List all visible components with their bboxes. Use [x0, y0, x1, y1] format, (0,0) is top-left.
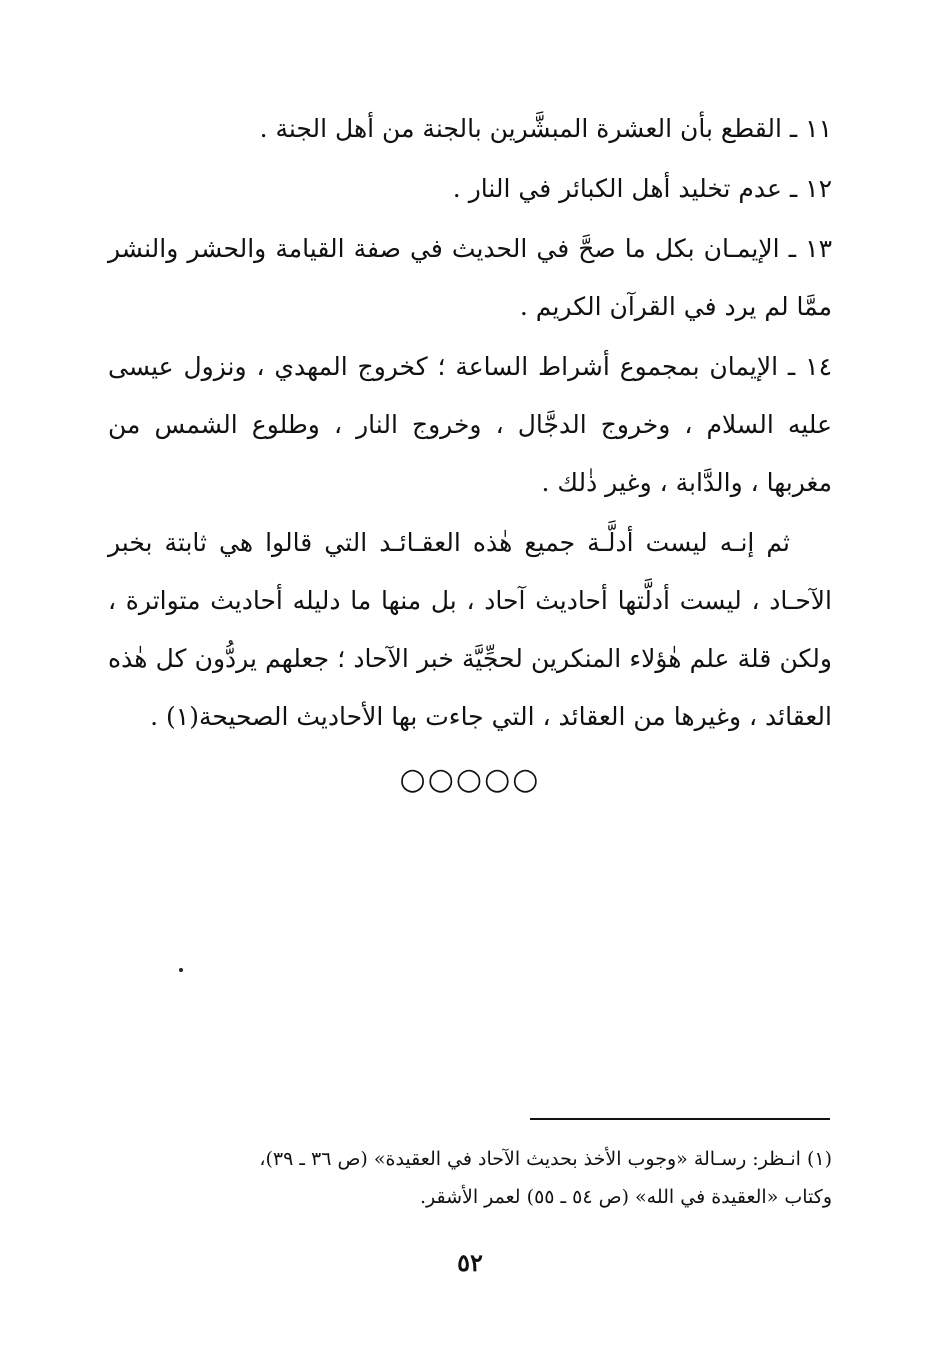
footnote-line-1: (١) انـظر: رسـالة «وجوب الأخذ بحديث الآحاد في العقيدة» (ص ٣٦ ـ ٣٩)،: [259, 1148, 832, 1170]
item-12: ١٢ ـ عدم تخليد أهل الكبائر في النار .: [452, 174, 832, 203]
concluding-paragraph: ثم إنـه ليست أدلَّـة جميع هٰذه العقـائـد التي قالوا هي ثابتة بخبر الآحـاد ، ليست أدلَّتها أحاديث آحاد ، بل منها ما دليله أحاديث متواترة ، ولكن قلة علم هٰؤلاء المنكرين لحجِّيَّة خبر الآحاد ؛ جعلهم يردُّون كل هٰذه العقائد ، وغيرها من العقائد ، التي جاءت بها الأحاديث الصحيحة(١) .: [108, 528, 832, 731]
footnote-line-2: وكتاب «العقيدة في الله» (ص ٥٤ ـ ٥٥) لعمر الأشقر.: [419, 1186, 832, 1208]
main-text: [108, 100, 832, 748]
section-separator: ○○○○○: [399, 762, 541, 797]
footnotes: [108, 1140, 832, 1216]
item-11: ١١ ـ القطع بأن العشرة المبشَّرين بالجنة من أهل الجنة .: [259, 114, 832, 143]
item-14: ١٤ ـ الإيمان بمجموع أشراط الساعة ؛ كخروج المهدي ، ونزول عيسى عليه السلام ، وخروج الدجَّال ، وخروج النار ، وطلوع الشمس من مغربها ، والدَّابة ، وغير ذٰلك .: [108, 352, 832, 497]
stray-mark: [179, 968, 183, 972]
item-13: ١٣ ـ الإيمـان بكل ما صحَّ في الحديث في صفة القيامة والحشر والنشر ممَّا لم يرد في القرآن الكريم .: [108, 234, 832, 321]
footnote-divider: [530, 1118, 830, 1120]
page-number: ٥٢: [457, 1248, 483, 1277]
